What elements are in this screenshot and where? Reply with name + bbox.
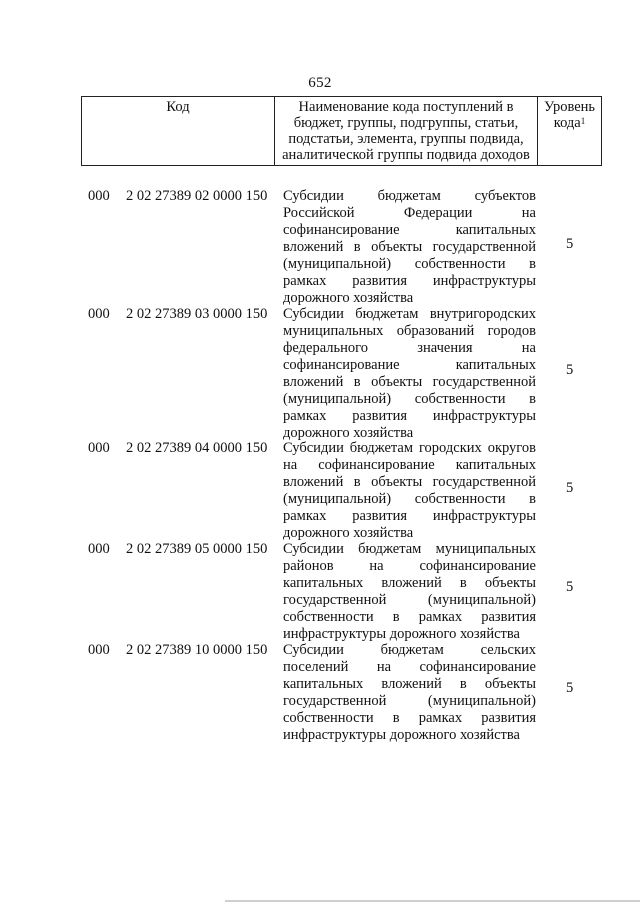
level-value: 5 [566, 362, 574, 378]
income-name: Субсидии бюджетам субъектов Российской Федерации на софинансирование капитальных вложений в объекты государственной (муниципальной) собственности в рамках развития инфраструктуры дорожного хозяйства [283, 188, 536, 306]
level-value: 5 [566, 680, 574, 696]
admin-code: 000 [88, 541, 110, 557]
admin-code: 000 [88, 642, 110, 658]
page-number: 652 [308, 75, 332, 91]
classification-code: 2 02 27389 05 0000 150 [126, 541, 268, 557]
column-header-code: Код [82, 97, 275, 165]
column-header-level-line1: Уровень [543, 99, 596, 115]
classification-code: 2 02 27389 03 0000 150 [126, 306, 268, 322]
column-header-level-line2: кода [553, 115, 581, 131]
level-value: 5 [566, 480, 574, 496]
table-header [81, 96, 602, 166]
income-name: Субсидии бюджетам муниципальных районов на софинансирование капитальных вложений в объекты государственной (муниципальной) собственности в рамках развития инфраструктуры дорожного хозяйства [283, 541, 536, 642]
level-value: 5 [566, 579, 574, 595]
footnote-marker: 1 [580, 116, 586, 126]
income-name: Субсидии бюджетам городских округов на софинансирование капитальных вложений в объекты государственной (муниципальной) собственности в рамках развития инфраструктуры дорожного хозяйства [283, 440, 536, 541]
classification-code: 2 02 27389 02 0000 150 [126, 188, 268, 204]
admin-code: 000 [88, 440, 110, 456]
admin-code: 000 [88, 188, 110, 204]
column-header-name: Наименование кода поступлений в бюджет, группы, подгруппы, статьи, подстатьи, элемента, группы подвида, аналитической группы подвида доходов [275, 97, 538, 165]
classification-code: 2 02 27389 04 0000 150 [126, 440, 268, 456]
classification-code: 2 02 27389 10 0000 150 [126, 642, 268, 658]
income-name: Субсидии бюджетам сельских поселений на софинансирование капитальных вложений в объекты государственной (муниципальной) собственности в рамках развития инфраструктуры дорожного хозяйства [283, 642, 536, 743]
income-name: Субсидии бюджетам внутригородских муниципальных образований городов федерального значения на софинансирование капитальных вложений в объекты государственной (муниципальной) собственности в рамках развития инфраструктуры дорожного хозяйства [283, 306, 536, 441]
scan-edge-line [225, 900, 640, 902]
admin-code: 000 [88, 306, 110, 322]
level-value: 5 [566, 236, 574, 252]
column-header-level [538, 97, 601, 165]
